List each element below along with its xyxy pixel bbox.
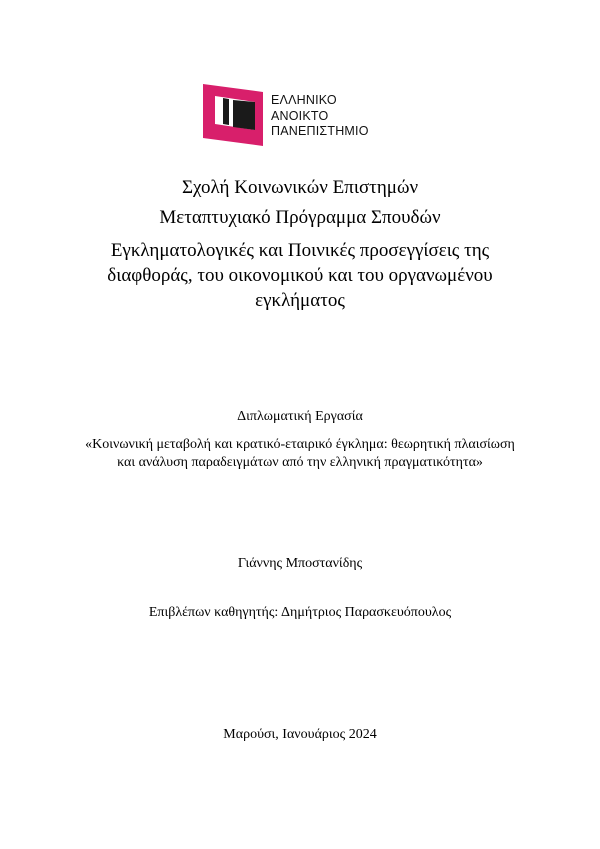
logo-line-2: ΑΝΟΙΚΤΟ bbox=[271, 108, 329, 123]
logo-line-3: ΠΑΝΕΠΙΣΤΗΜΙΟ bbox=[271, 124, 369, 138]
university-logo-mark bbox=[203, 84, 265, 146]
supervisor: Επιβλέπων καθηγητής: Δημήτριος Παρασκευόπουλος bbox=[148, 605, 452, 620]
university-logo-text bbox=[271, 93, 369, 140]
author-name: Γιάννης Μποστανίδης bbox=[237, 556, 363, 571]
logo-line-1: ΕΛΛΗΝΙΚΟ bbox=[271, 93, 337, 107]
university-logo bbox=[203, 84, 403, 146]
specialization-title: Εγκληματολογικές και Ποινικές προσεγγίσεις της διαφθοράς, του οικονομικού και του οργανωμένου εγκλήματος bbox=[107, 240, 493, 311]
program-name: Μεταπτυχιακό Πρόγραμμα Σπουδών bbox=[159, 207, 441, 228]
thesis-title: «Κοινωνική μεταβολή και κρατικό-εταιρικό έγκλημα: θεωρητική πλαισίωση και ανάλυση παραδειγμάτων από την ελληνική πραγματικότητα» bbox=[85, 437, 515, 470]
thesis-label: Διπλωματική Εργασία bbox=[237, 409, 363, 424]
school-name: Σχολή Κοινωνικών Επιστημών bbox=[181, 177, 419, 198]
place-date: Μαρούσι, Ιανουάριος 2024 bbox=[223, 727, 377, 742]
